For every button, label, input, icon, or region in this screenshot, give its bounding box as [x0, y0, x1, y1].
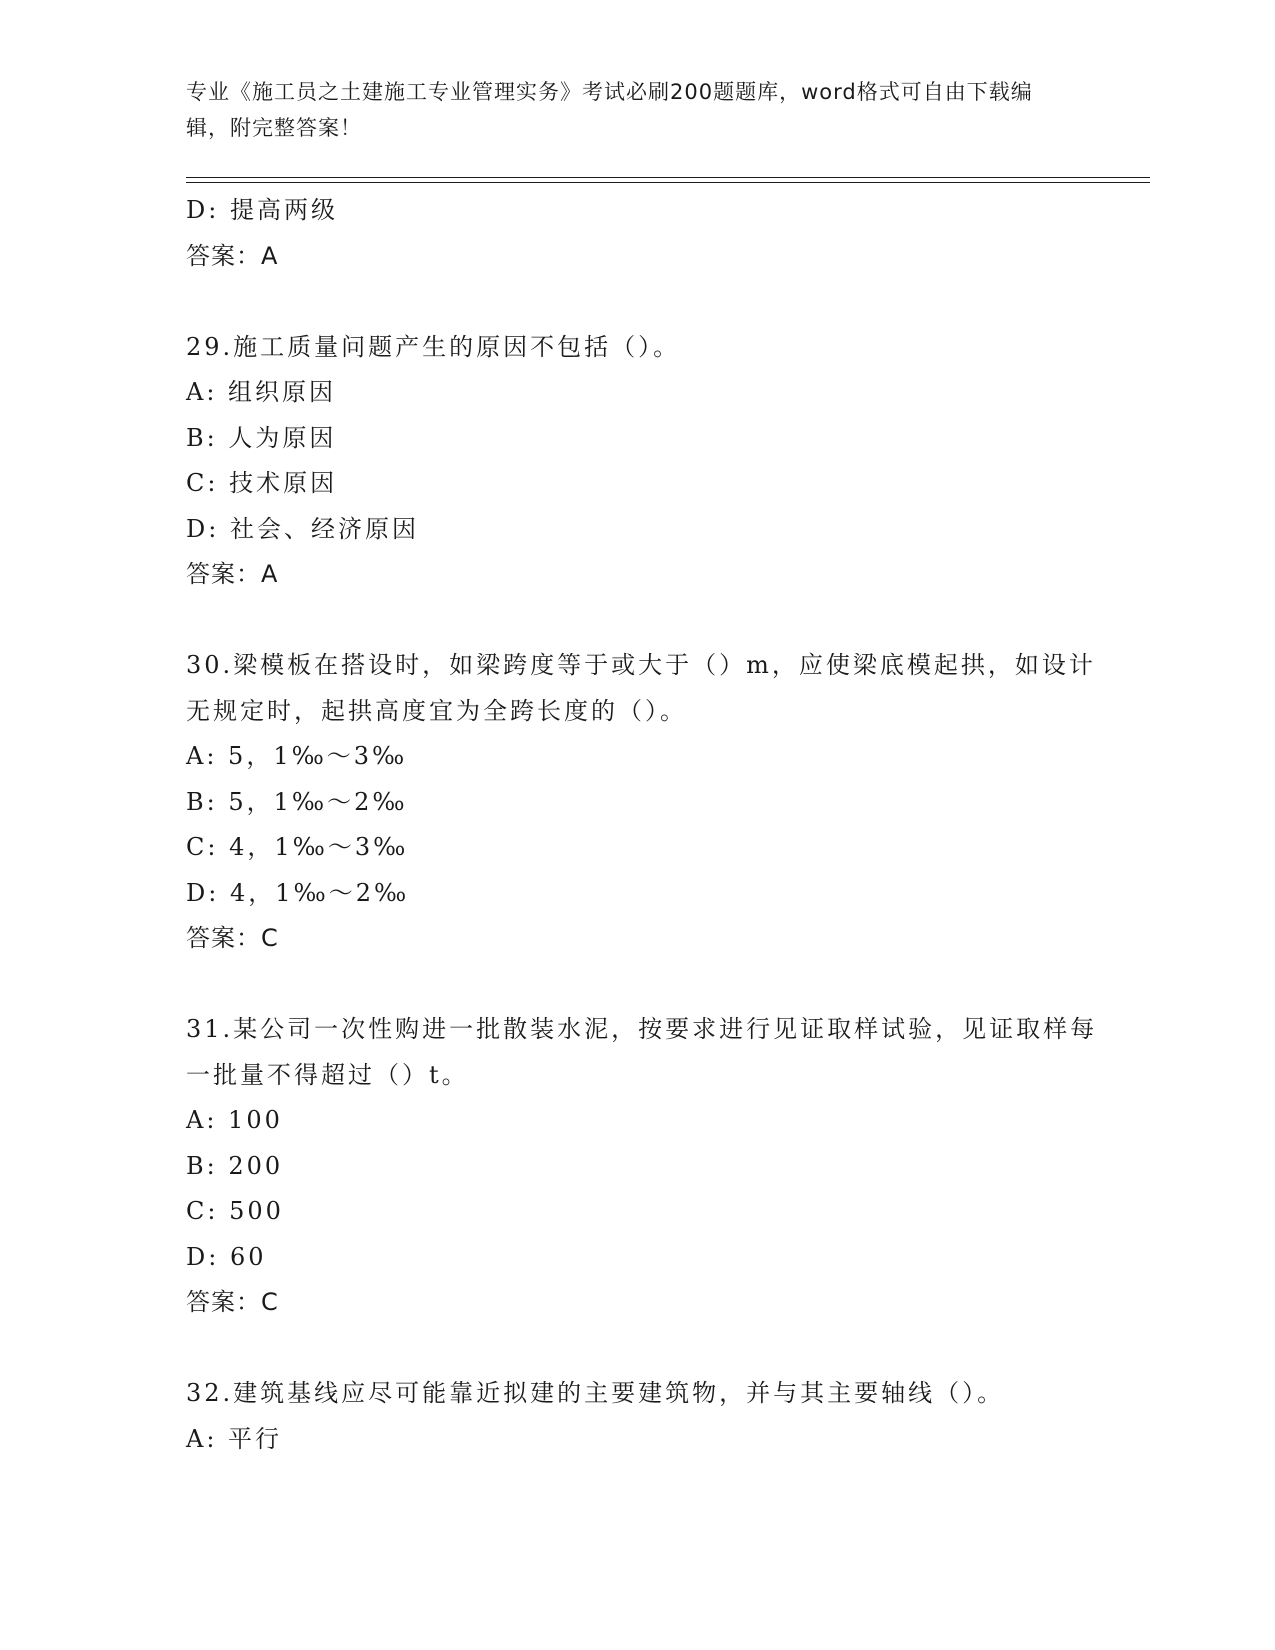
document-header: 专业《施工员之土建施工专业管理实务》考试必刷200题题库，word格式可自由下载编辑，附完整答案！: [186, 80, 1033, 140]
answer: 答案：A: [186, 560, 279, 588]
question-32: [186, 1371, 1106, 1462]
option-c: C: 技术原因: [186, 469, 338, 497]
option-a: A: 100: [186, 1106, 283, 1134]
option-b: B: 200: [186, 1151, 284, 1180]
option-b: B: 5，1‰～2‰: [186, 787, 408, 816]
spacer: [186, 279, 1106, 325]
answer: 答案：C: [186, 924, 279, 952]
option-a: A: 组织原因: [186, 378, 337, 406]
option-d: D: 60: [186, 1242, 267, 1271]
question-30: [186, 643, 1106, 962]
spacer: [186, 598, 1106, 644]
option-b: B: 人为原因: [186, 423, 337, 452]
header-rule-top: [186, 177, 1150, 178]
question-stem: 30.梁模板在搭设时，如梁跨度等于或大于（）m，应使梁底模起拱，如设计无规定时，起拱高度宜为全跨长度的（）。: [186, 651, 1096, 725]
option-c: C: 4，1‰～3‰: [186, 833, 409, 861]
question-stem: 32.建筑基线应尽可能靠近拟建的主要建筑物，并与其主要轴线（）。: [186, 1379, 1005, 1407]
question-31: [186, 1007, 1106, 1326]
prev-option-d: D: 提高两级: [186, 196, 338, 224]
spacer: [186, 1326, 1106, 1372]
question-stem: 31.某公司一次性购进一批散装水泥，按要求进行见证取样试验，见证取样每一批量不得超过（）t。: [186, 1015, 1098, 1089]
option-d: D: 4，1‰～2‰: [186, 878, 410, 907]
header-rule-bottom: [186, 182, 1150, 183]
question-stem: 29.施工质量问题产生的原因不包括（）。: [186, 332, 681, 361]
answer: 答案：C: [186, 1288, 279, 1316]
option-c: C: 500: [186, 1197, 284, 1225]
question-29: [186, 325, 1106, 598]
option-d: D: 社会、经济原因: [186, 514, 419, 543]
option-a: A: 平行: [186, 1424, 283, 1453]
question-content: [186, 188, 1106, 1462]
option-a: A: 5，1‰～3‰: [186, 742, 408, 770]
prev-answer: 答案：A: [186, 241, 279, 270]
spacer: [186, 962, 1106, 1008]
